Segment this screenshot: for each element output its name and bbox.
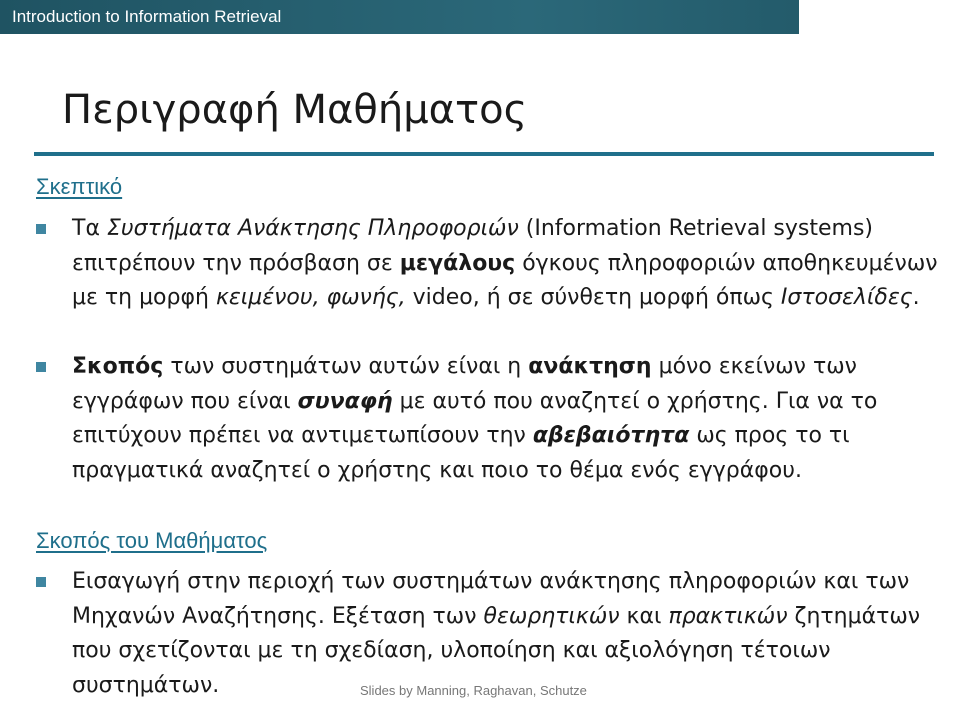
section-heading-rationale: Σκεπτικό [36,174,123,199]
bullet-square-icon [36,577,46,587]
header-title: Introduction to Information Retrieval [12,7,282,26]
title-rule [34,152,934,156]
footer-credit: Slides by Manning, Raghavan, Schutze [360,683,587,698]
bullet-text-2: Σκοπός των συστημάτων αυτών είναι η ανάκτηση μόνο εκείνων των εγγράφων που είναι συναφή με αυτό που αναζητεί ο χρήστης. Για να το επιτύχουν πρέπει να αντιμετωπίσουν την αβεβαιότητα ως προς το τι πραγματικά αναζητεί ο χρήστης και ποιο το θέμα ενός εγγράφου. [72,354,878,483]
bullet-text-1: Τα Συστήματα Ανάκτησης Πληροφοριών (Information Retrieval systems) επιτρέπουν την πρόσβαση σε μεγάλους όγκους πληροφοριών αποθηκευμένων με τη μορφή κειμένου, φωνής, video, ή σε σύνθετη μορφή όπως Ιστοσελίδες. [72,216,938,310]
section-heading-course-goal: Σκοπός του Μαθήματος [36,528,268,553]
bullet-square-icon [36,224,46,234]
slide-title: Περιγραφή Μαθήματος [62,87,528,133]
bullet-text-3: Εισαγωγή στην περιοχή των συστημάτων ανάκτησης πληροφοριών και των Μηχανών Αναζήτησης. Εξέταση των θεωρητικών και πρακτικών ζητημάτων που σχετίζονται με τη σχεδίαση, υλοποίηση και αξιολόγηση τέτοιων συστημάτων. [72,569,921,698]
bullet-square-icon [36,362,46,372]
header-accent [799,0,960,34]
